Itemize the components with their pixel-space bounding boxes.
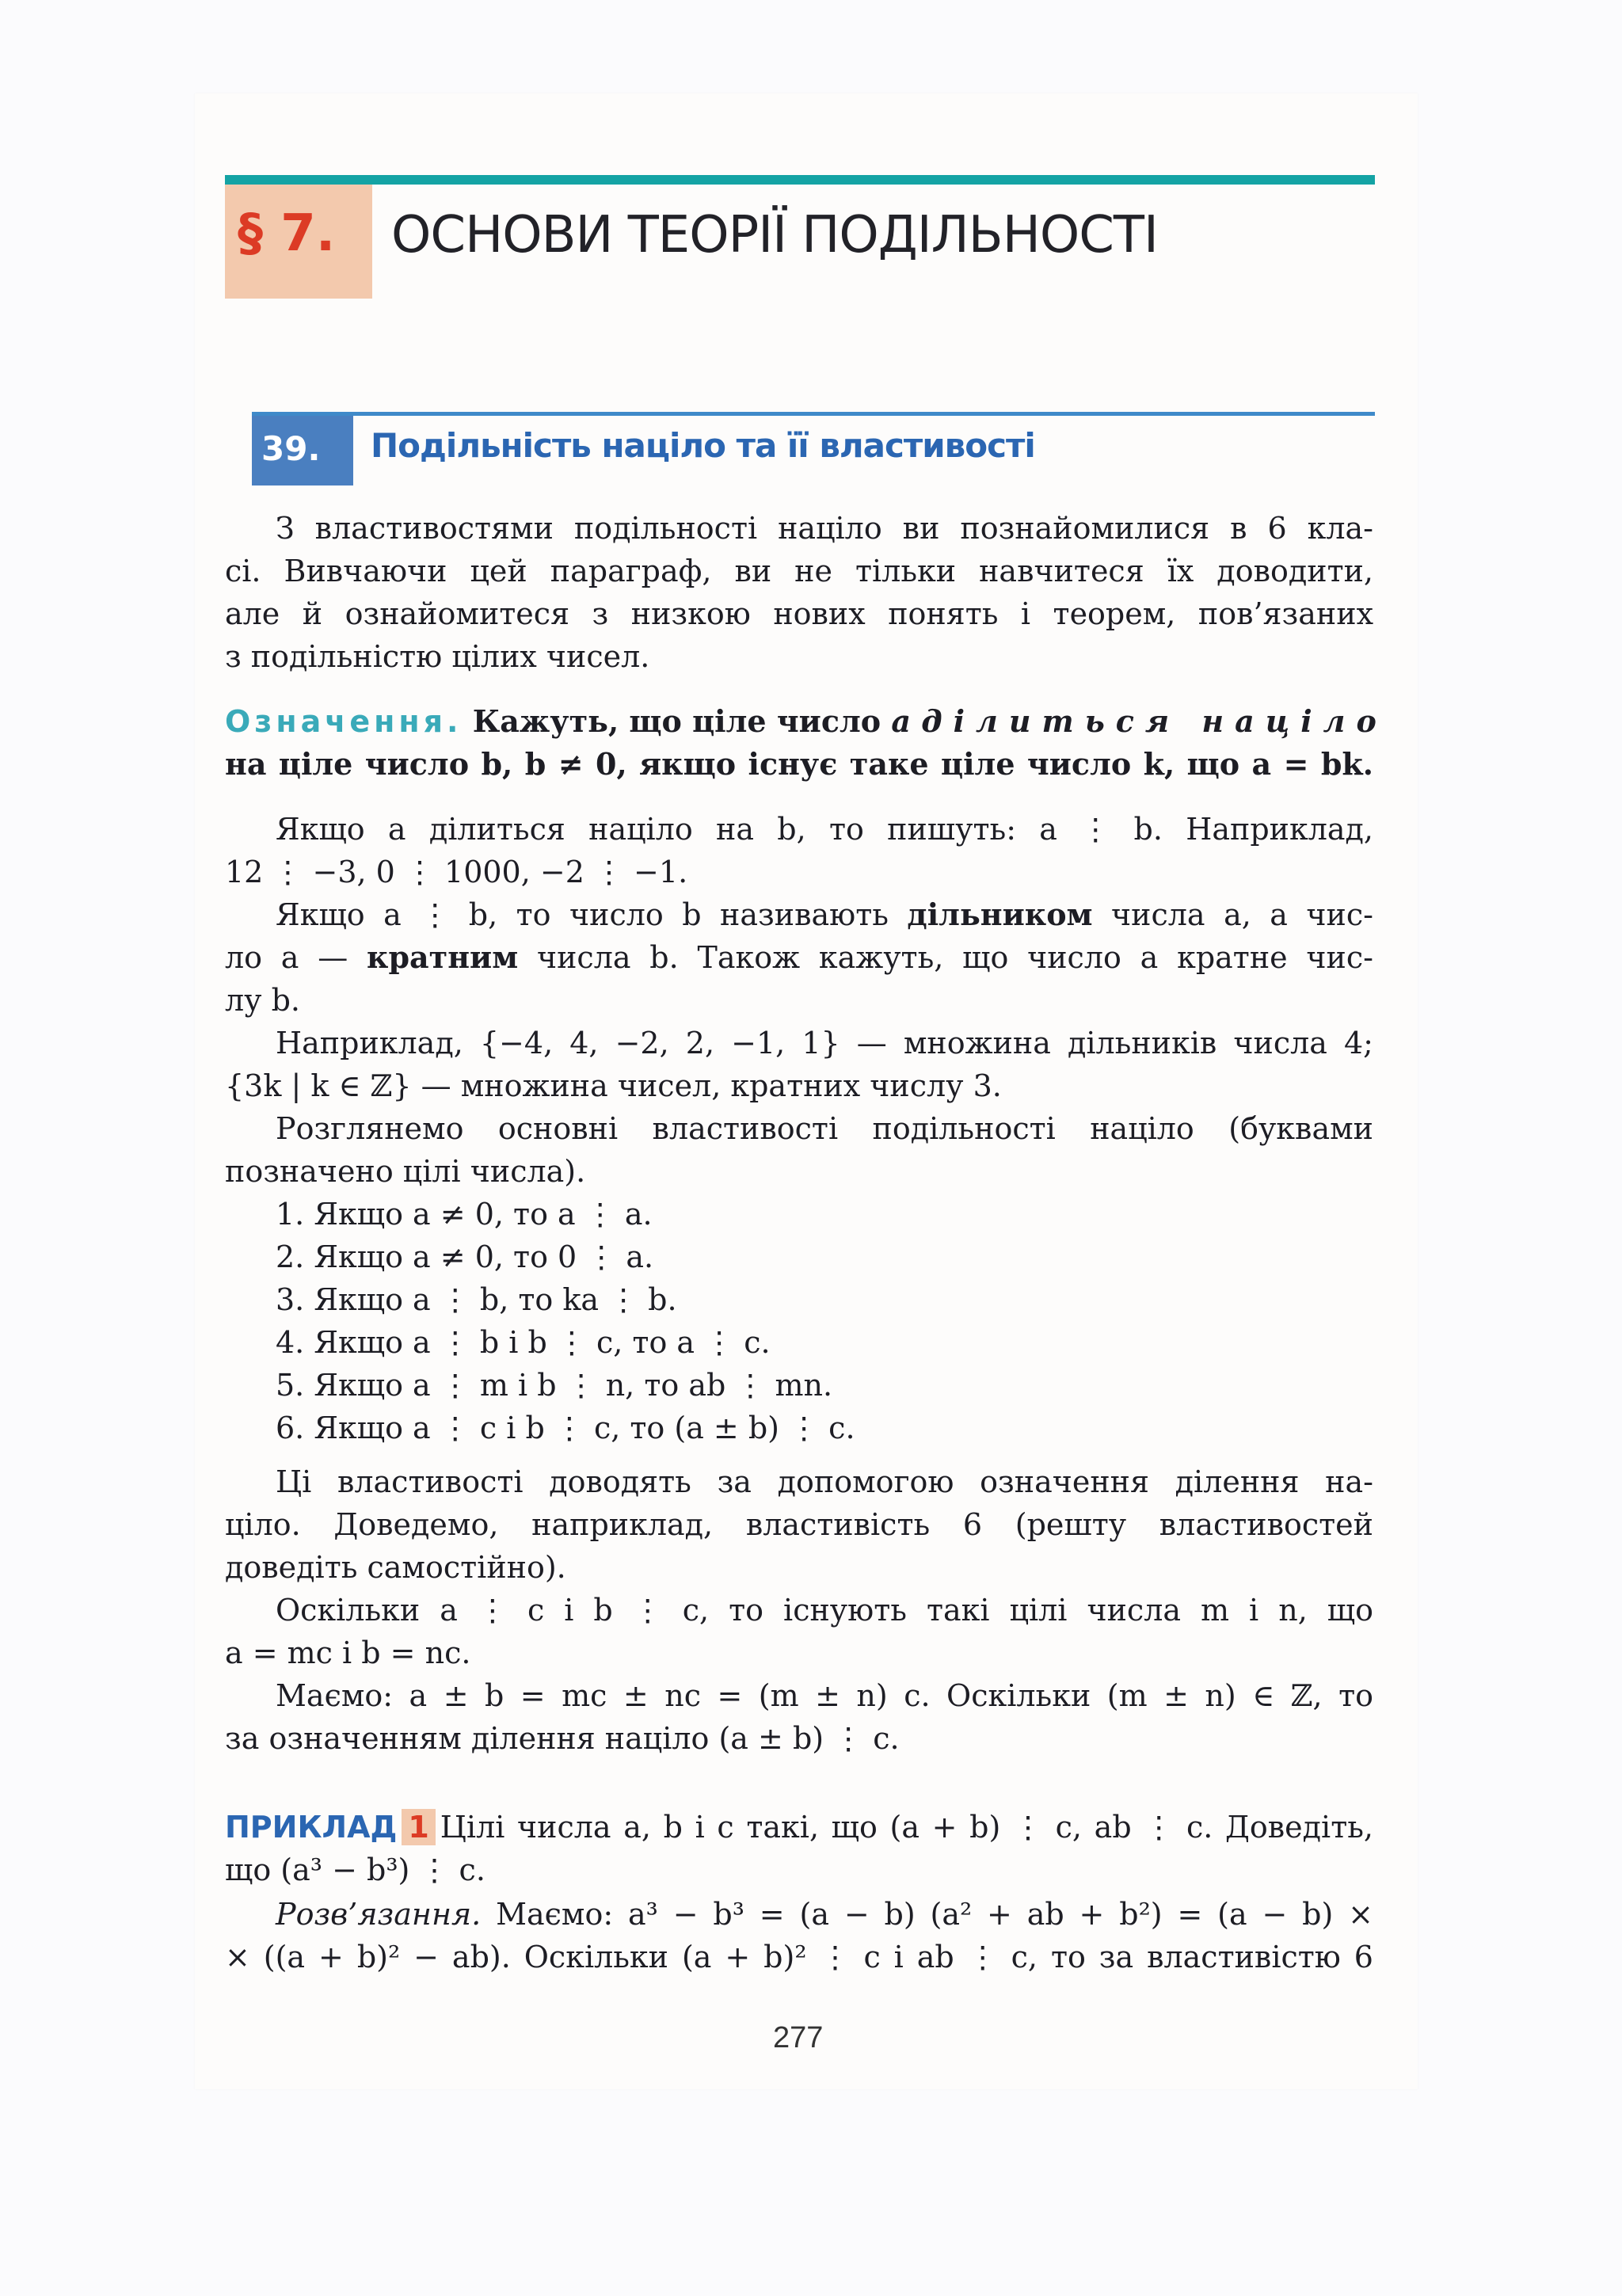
- paragraph-line: позначено цілі числа).: [225, 1154, 586, 1189]
- definition-label: Означення.: [225, 704, 463, 739]
- example-line-2: що (a³ − b³) ⋮ c.: [225, 1852, 485, 1887]
- paragraph-line: за означенням ділення націло (a ± b) ⋮ c.: [225, 1721, 900, 1756]
- property-item: 3. Якщо a ⋮ b, то ka ⋮ b.: [276, 1282, 677, 1317]
- section-title: Подільність націло та її властивості: [371, 426, 1035, 465]
- paragraph-line: лу b.: [225, 983, 300, 1018]
- paragraph-line: Ці властивості доводять за допомогою означення ділення на-: [276, 1464, 1373, 1499]
- text-run: числа a, а чис-: [1092, 897, 1373, 932]
- chapter-title: ОСНОВИ ТЕОРІЇ ПОДІЛЬНОСТІ: [391, 206, 1158, 265]
- definition-spaced-term: ділиться націло: [921, 703, 1388, 739]
- paragraph-line: Розглянемо основні властивості подільності націло (буквами: [276, 1111, 1373, 1146]
- paragraph-line: ціло. Доведемо, наприклад, властивість 6 (решту властивостей: [225, 1507, 1373, 1542]
- paragraph-line: a = mc і b = nc.: [225, 1635, 471, 1670]
- property-item: 4. Якщо a ⋮ b і b ⋮ c, то a ⋮ c.: [276, 1325, 771, 1360]
- solution-line-2: × ((a + b)² − ab). Оскільки (a + b)² ⋮ c і ab ⋮ c, то за властивістю 6: [225, 1940, 1373, 1974]
- section-header-rule: [252, 412, 1375, 416]
- text-run: ло a —: [225, 940, 367, 975]
- property-item: 1. Якщо a ≠ 0, то a ⋮ a.: [276, 1197, 653, 1232]
- chapter-header-rule: [225, 175, 1375, 185]
- property-item: 5. Якщо a ⋮ m і b ⋮ n, то ab ⋮ mn.: [276, 1368, 833, 1403]
- page-number: 277: [773, 2021, 824, 2054]
- paragraph-line: доведіть самостійно).: [225, 1550, 566, 1585]
- chapter-number: § 7.: [238, 204, 336, 263]
- example-line-1: [225, 1809, 1373, 1845]
- property-item: 6. Якщо a ⋮ c і b ⋮ c, то (a ± b) ⋮ c.: [276, 1411, 855, 1445]
- definition-text: Кажуть, що ціле число: [472, 703, 881, 739]
- text-run: Якщо a ⋮ b, то число b називають: [276, 897, 908, 932]
- paragraph-line: [276, 897, 1373, 933]
- term-multiple: кратним: [367, 939, 519, 975]
- definition-line-2: на ціле число b, b ≠ 0, якщо існує таке ціле число k, що a = bk.: [225, 746, 1373, 782]
- term-divisor: дільником: [907, 897, 1093, 932]
- intro-line: але й ознайомитеся з низкою нових понять і теорем, пов’язаних: [225, 596, 1373, 631]
- paragraph-line: Наприклад, {−4, 4, −2, 2, −1, 1} — множина дільників числа 4;: [276, 1026, 1373, 1060]
- solution-text: Маємо: a³ − b³ = (a − b) (a² + ab + b²) = (a − b) ×: [481, 1897, 1373, 1932]
- paragraph-line: 12 ⋮ −3, 0 ⋮ 1000, −2 ⋮ −1.: [225, 855, 688, 889]
- solution-label: Розв’язання.: [276, 1897, 482, 1932]
- solution-line-1: [276, 1896, 1373, 1932]
- paragraph-line: Оскільки a ⋮ c і b ⋮ c, то існують такі цілі числа m і n, що: [276, 1593, 1373, 1628]
- intro-line: сі. Вивчаючи цей параграф, ви не тільки навчитеся їх доводити,: [225, 554, 1373, 588]
- property-item: 2. Якщо a ≠ 0, то 0 ⋮ a.: [276, 1239, 654, 1274]
- intro-line: з подільністю цілих чисел.: [225, 639, 650, 674]
- intro-line: З властивостями подільності націло ви познайомилися в 6 кла-: [276, 511, 1373, 546]
- text-run: числа b. Також кажуть, що число a кратне чис-: [518, 940, 1373, 975]
- paragraph-line: Якщо a ділиться націло на b, то пишуть: a ⋮ b. Наприклад,: [276, 812, 1373, 847]
- example-number-badge: 1: [402, 1809, 435, 1845]
- definition-var: a: [891, 703, 911, 739]
- example-label: ПРИКЛАД: [225, 1810, 398, 1845]
- paragraph-line: [225, 939, 1373, 976]
- definition-line-1: [225, 703, 1388, 740]
- example-text: Цілі числа a, b і c такі, що (a + b) ⋮ c, ab ⋮ c. Доведіть,: [440, 1810, 1373, 1845]
- paragraph-line: {3k | k ∈ ℤ} — множина чисел, кратних числу 3.: [225, 1068, 1002, 1103]
- paragraph-line: Маємо: a ± b = mc ± nc = (m ± n) c. Оскільки (m ± n) ∈ ℤ, то: [276, 1678, 1373, 1713]
- section-number: 39.: [261, 429, 321, 468]
